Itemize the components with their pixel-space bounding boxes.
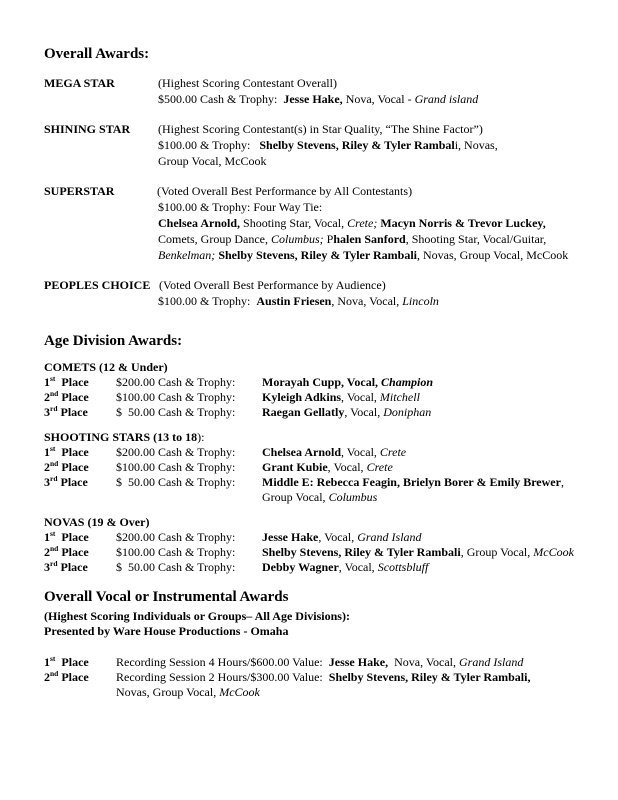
- peoples-choice-desc: (Voted Overall Best Performance by Audience): [159, 278, 386, 292]
- winner-name: halen Sanford: [333, 232, 406, 246]
- shining-star-label: SHINING STAR: [44, 122, 131, 136]
- winner-town: Grand island: [414, 92, 479, 106]
- place-label: 2nd Place: [44, 544, 89, 559]
- winner-detail: , Shooting Star, Vocal/Guitar,: [405, 232, 547, 246]
- prize: $ 50.00 Cash & Trophy:: [116, 560, 236, 574]
- superstar-label: SUPERSTAR: [44, 184, 115, 198]
- winner-name: Chelsea Arnold,: [158, 216, 241, 230]
- winner: Kyleigh Adkins, Vocal, Mitchell: [262, 390, 420, 404]
- age-division-heading: Age Division Awards:: [44, 333, 183, 349]
- winner-name: Shelby Stevens, Riley & Tyler Rambali: [218, 248, 417, 262]
- superstar-winners-line2: [158, 232, 546, 247]
- place-label: 1st Place: [44, 529, 89, 544]
- winner-line2: Group Vocal, Columbus: [262, 490, 378, 504]
- prize: $100.00 Cash & Trophy:: [116, 460, 236, 474]
- peoples-choice-label: PEOPLES CHOICE: [44, 278, 151, 292]
- place-label: 1st Place: [44, 444, 89, 459]
- winner-detail: Comets, Group Dance,: [158, 232, 268, 246]
- vocal-second-line: Recording Session 2 Hours/$300.00 Value: Shelby Stevens, Riley & Tyler Rambali,: [116, 670, 531, 684]
- vocal-second-line2: Novas, Group Vocal, McCook: [116, 685, 260, 699]
- mega-star-desc: (Highest Scoring Contestant Overall): [158, 76, 337, 90]
- winner-detail: , Novas, Group Vocal, McCook: [417, 248, 569, 262]
- winner-town: Lincoln: [402, 294, 439, 308]
- vocal-first-line: Recording Session 4 Hours/$600.00 Value: Jesse Hake, Nova, Vocal, Grand Island: [116, 655, 524, 669]
- winner-name-initial: P: [326, 232, 334, 246]
- place-label: 3rd Place: [44, 559, 88, 574]
- winner-town: Benkelman;: [158, 248, 216, 262]
- winner: Middle E: Rebecca Feagin, Brielyn Borer & Emily Brewer,: [262, 475, 564, 489]
- winner: Morayah Cupp, Vocal, Champion: [262, 375, 434, 389]
- prize: $200.00 Cash & Trophy:: [116, 530, 236, 544]
- winner-name: Austin Friesen: [256, 294, 332, 308]
- novas-title: NOVAS (19 & Over): [44, 515, 150, 529]
- peoples-choice-winner: [158, 294, 439, 309]
- prize: $100.00 Cash & Trophy:: [116, 390, 236, 404]
- winner-detail: Shooting Star, Vocal,: [243, 216, 345, 230]
- overall-awards-heading: Overall Awards:: [44, 46, 150, 62]
- mega-star-winner: [158, 92, 478, 107]
- mega-star-label: MEGA STAR: [44, 76, 115, 90]
- place-label: 3rd Place: [44, 404, 88, 419]
- shining-star-line3: Group Vocal, McCook: [158, 154, 267, 168]
- vocal-awards-heading: Overall Vocal or Instrumental Awards: [44, 589, 289, 605]
- winner: Jesse Hake, Vocal, Grand Island: [262, 530, 422, 544]
- place-label: 2nd Place: [44, 459, 89, 474]
- winner-detail: , Nova, Vocal,: [331, 294, 400, 308]
- superstar-prize: $100.00 & Trophy: Four Way Tie:: [158, 200, 323, 214]
- winner: Raegan Gellatly, Vocal, Doniphan: [262, 405, 432, 419]
- prize: $200.00 Cash & Trophy:: [116, 445, 236, 459]
- winner: Grant Kubie, Vocal, Crete: [262, 460, 393, 474]
- prize: $100.00 & Trophy:: [158, 294, 251, 308]
- shooting-stars-title: SHOOTING STARS (13 to 18):: [44, 430, 205, 444]
- place-label: 2nd Place: [44, 389, 89, 404]
- winner-name: Macyn Norris & Trevor Luckey,: [380, 216, 546, 230]
- prize: $100.00 Cash & Trophy:: [116, 545, 236, 559]
- winner-detail: Nova, Vocal -: [345, 92, 412, 106]
- prize: $500.00 Cash & Trophy:: [158, 92, 278, 106]
- prize: $200.00 Cash & Trophy:: [116, 375, 236, 389]
- superstar-desc: (Voted Overall Best Performance by All Contestants): [157, 184, 413, 198]
- vocal-awards-presenter: Presented by Ware House Productions - Omaha: [44, 624, 289, 638]
- winner: Debby Wagner, Vocal, Scottsbluff: [262, 560, 429, 574]
- place-label: 3rd Place: [44, 474, 88, 489]
- vocal-awards-subtitle: (Highest Scoring Individuals or Groups– All Age Divisions):: [44, 609, 350, 623]
- winner-town: Columbus;: [270, 232, 324, 246]
- superstar-winners-line1: [158, 216, 546, 231]
- shining-star-winner: [158, 138, 498, 153]
- winner-town: Crete;: [347, 216, 378, 230]
- winner-name: Shelby Stevens, Riley & Tyler Rambal: [259, 138, 455, 152]
- shining-star-desc: (Highest Scoring Contestant(s) in Star Quality, “The Shine Factor”): [158, 122, 483, 136]
- prize: $ 50.00 Cash & Trophy:: [116, 475, 236, 489]
- winner-detail: i, Novas,: [454, 138, 498, 152]
- place-label: 2nd Place: [44, 669, 89, 684]
- prize: $100.00 & Trophy:: [158, 138, 251, 152]
- winner: Chelsea Arnold, Vocal, Crete: [262, 445, 407, 459]
- winner-name: Jesse Hake,: [283, 92, 343, 106]
- comets-title: COMETS (12 & Under): [44, 360, 168, 374]
- prize: $ 50.00 Cash & Trophy:: [116, 405, 236, 419]
- superstar-winners-line3: [158, 248, 568, 263]
- place-label: 1st Place: [44, 654, 89, 669]
- place-label: 1st Place: [44, 374, 89, 389]
- winner: Shelby Stevens, Riley & Tyler Rambali, Group Vocal, McCook: [262, 545, 574, 559]
